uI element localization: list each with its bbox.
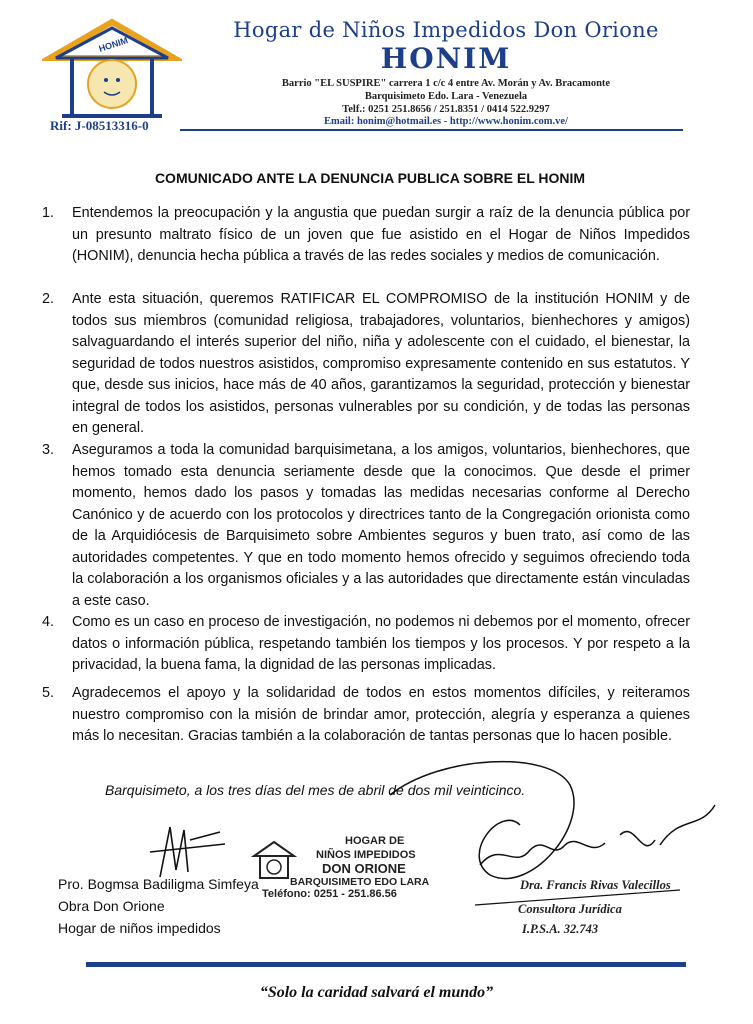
right-signer-title: Consultora Jurídica xyxy=(518,902,622,916)
paragraph-text: Entendemos la preocupación y la angustia que puedan surgir a raíz de la denuncia pública por un presunto maltrato físico de un joven que fue asistido en el Hogar de Niños Impedidos (HONIM), denuncia hecha pública a través de las redes sociales y medios de comunicación. xyxy=(72,205,690,264)
left-signer-name: Pro. Bogmsa Badiligma Simfeya xyxy=(58,876,259,892)
email-web-link[interactable]: Email: honim@hotmail.es - http://www.honim.com.ve/ xyxy=(324,116,568,127)
numbered-paragraph xyxy=(42,289,690,440)
org-acronym: HONIM xyxy=(380,42,512,75)
logo-text: HONIM xyxy=(97,35,130,54)
paragraph-text: Aseguramos a toda la comunidad barquisimetana, a los amigos, voluntarios, bienhechores, que hemos tomado esta denuncia seriamente desde que la conocimos. Que desde el primer momento, hemos dado los pasos y tomadas las medidas necesarias conforme al Derecho Canónico y de acuerdo con los protocolos y directrices tanto de la Congregación orionista como de la Arquidiócesis de Barquisimeto sobre Ambientes seguros y buen trato, así como de las autoridades competentes. Y que en todo momento hemos ofrecido y seguimos ofreciendo toda la colaboración a los organismos oficiales y a las autoridades que directamente están vinculadas a este caso. xyxy=(72,442,690,609)
paragraph-text: Ante esta situación, queremos RATIFICAR EL COMPROMISO de la institución HONIM y de todos sus miembros (comunidad religiosa, trabajadores, voluntarios, bienhechores y amigos) salvaguardando el interés superior del niño, niña y adolescente con el cuidado, el bienestar, la seguridad de todos nuestros asistidos, compromiso expresamente contenido en sus estatutos. Y que, desde sus inicios, hace más de 40 años, garantizamos la seguridad, protección y bienestar integral de todos los asistidos, personas vulnerables por su condición, y de todas las personas en general. xyxy=(72,291,690,436)
header-divider xyxy=(180,129,683,131)
paragraph-text: Agradecemos el apoyo y la solidaridad de todos en estos momentos difíciles, y reiteramos nuestro compromiso con la misión de brindar amor, protección, alegría y esperanza a quienes más lo necesitan. Gracias también a la colaboración de tantas personas que lo hacen posible. xyxy=(72,685,690,744)
numbered-paragraph xyxy=(42,612,690,677)
right-signer-license: I.P.S.A. 32.743 xyxy=(522,922,599,936)
right-signer-name: Dra. Francis Rivas Valecillos xyxy=(520,878,671,892)
paragraph-text: Como es un caso en proceso de investigación, no podemos ni debemos por el momento, ofrecer datos o información pública, respetando también los tiempos y los procesos. Y por respeto a la privacidad, la buena fama, la dignidad de las personas implicadas. xyxy=(72,614,690,673)
city-line: Barquisimeto Edo. Lara - Venezuela xyxy=(364,91,528,102)
paragraph-number: 5. xyxy=(42,685,55,701)
numbered-paragraph xyxy=(42,683,690,748)
phone-line: Telf.: 0251 251.8656 / 251.8351 / 0414 522.9297 xyxy=(342,104,550,115)
stamp-line: HOGAR DE xyxy=(345,835,405,847)
numbered-paragraph xyxy=(42,440,690,612)
rif-number: Rif: J-08513316-0 xyxy=(50,118,149,133)
paragraph-number: 3. xyxy=(42,442,55,458)
stamp-line: Teléfono: 0251 - 251.86.56 xyxy=(262,888,397,900)
footer-divider xyxy=(86,962,686,967)
document-title: COMUNICADO ANTE LA DENUNCIA PUBLICA SOBRE EL HONIM xyxy=(154,170,586,186)
stamp-line: NIÑOS IMPEDIDOS xyxy=(316,849,416,861)
left-signer-org: Obra Don Orione xyxy=(58,898,165,914)
paragraph-number: 1. xyxy=(42,205,55,221)
paragraph-number: 2. xyxy=(42,291,55,307)
closing-date-line: Barquisimeto, a los tres días del mes de abril de dos mil veinticinco. xyxy=(105,782,526,798)
numbered-paragraph xyxy=(42,203,690,268)
stamp-line: DON ORIONE xyxy=(322,861,406,876)
paragraph-number: 4. xyxy=(42,614,55,630)
address-line: Barrio "EL SUSPIRE" carrera 1 c/c 4 entre Av. Morán y Av. Bracamonte xyxy=(281,78,611,89)
left-signature-scribble xyxy=(130,822,240,882)
org-name: Hogar de Niños Impedidos Don Orione xyxy=(233,18,659,42)
stamp-line: BARQUISIMETO EDO LARA xyxy=(290,876,430,888)
left-signer-org: Hogar de niños impedidos xyxy=(58,920,221,936)
footer-motto: “Solo la caridad salvará el mundo” xyxy=(259,984,494,1001)
